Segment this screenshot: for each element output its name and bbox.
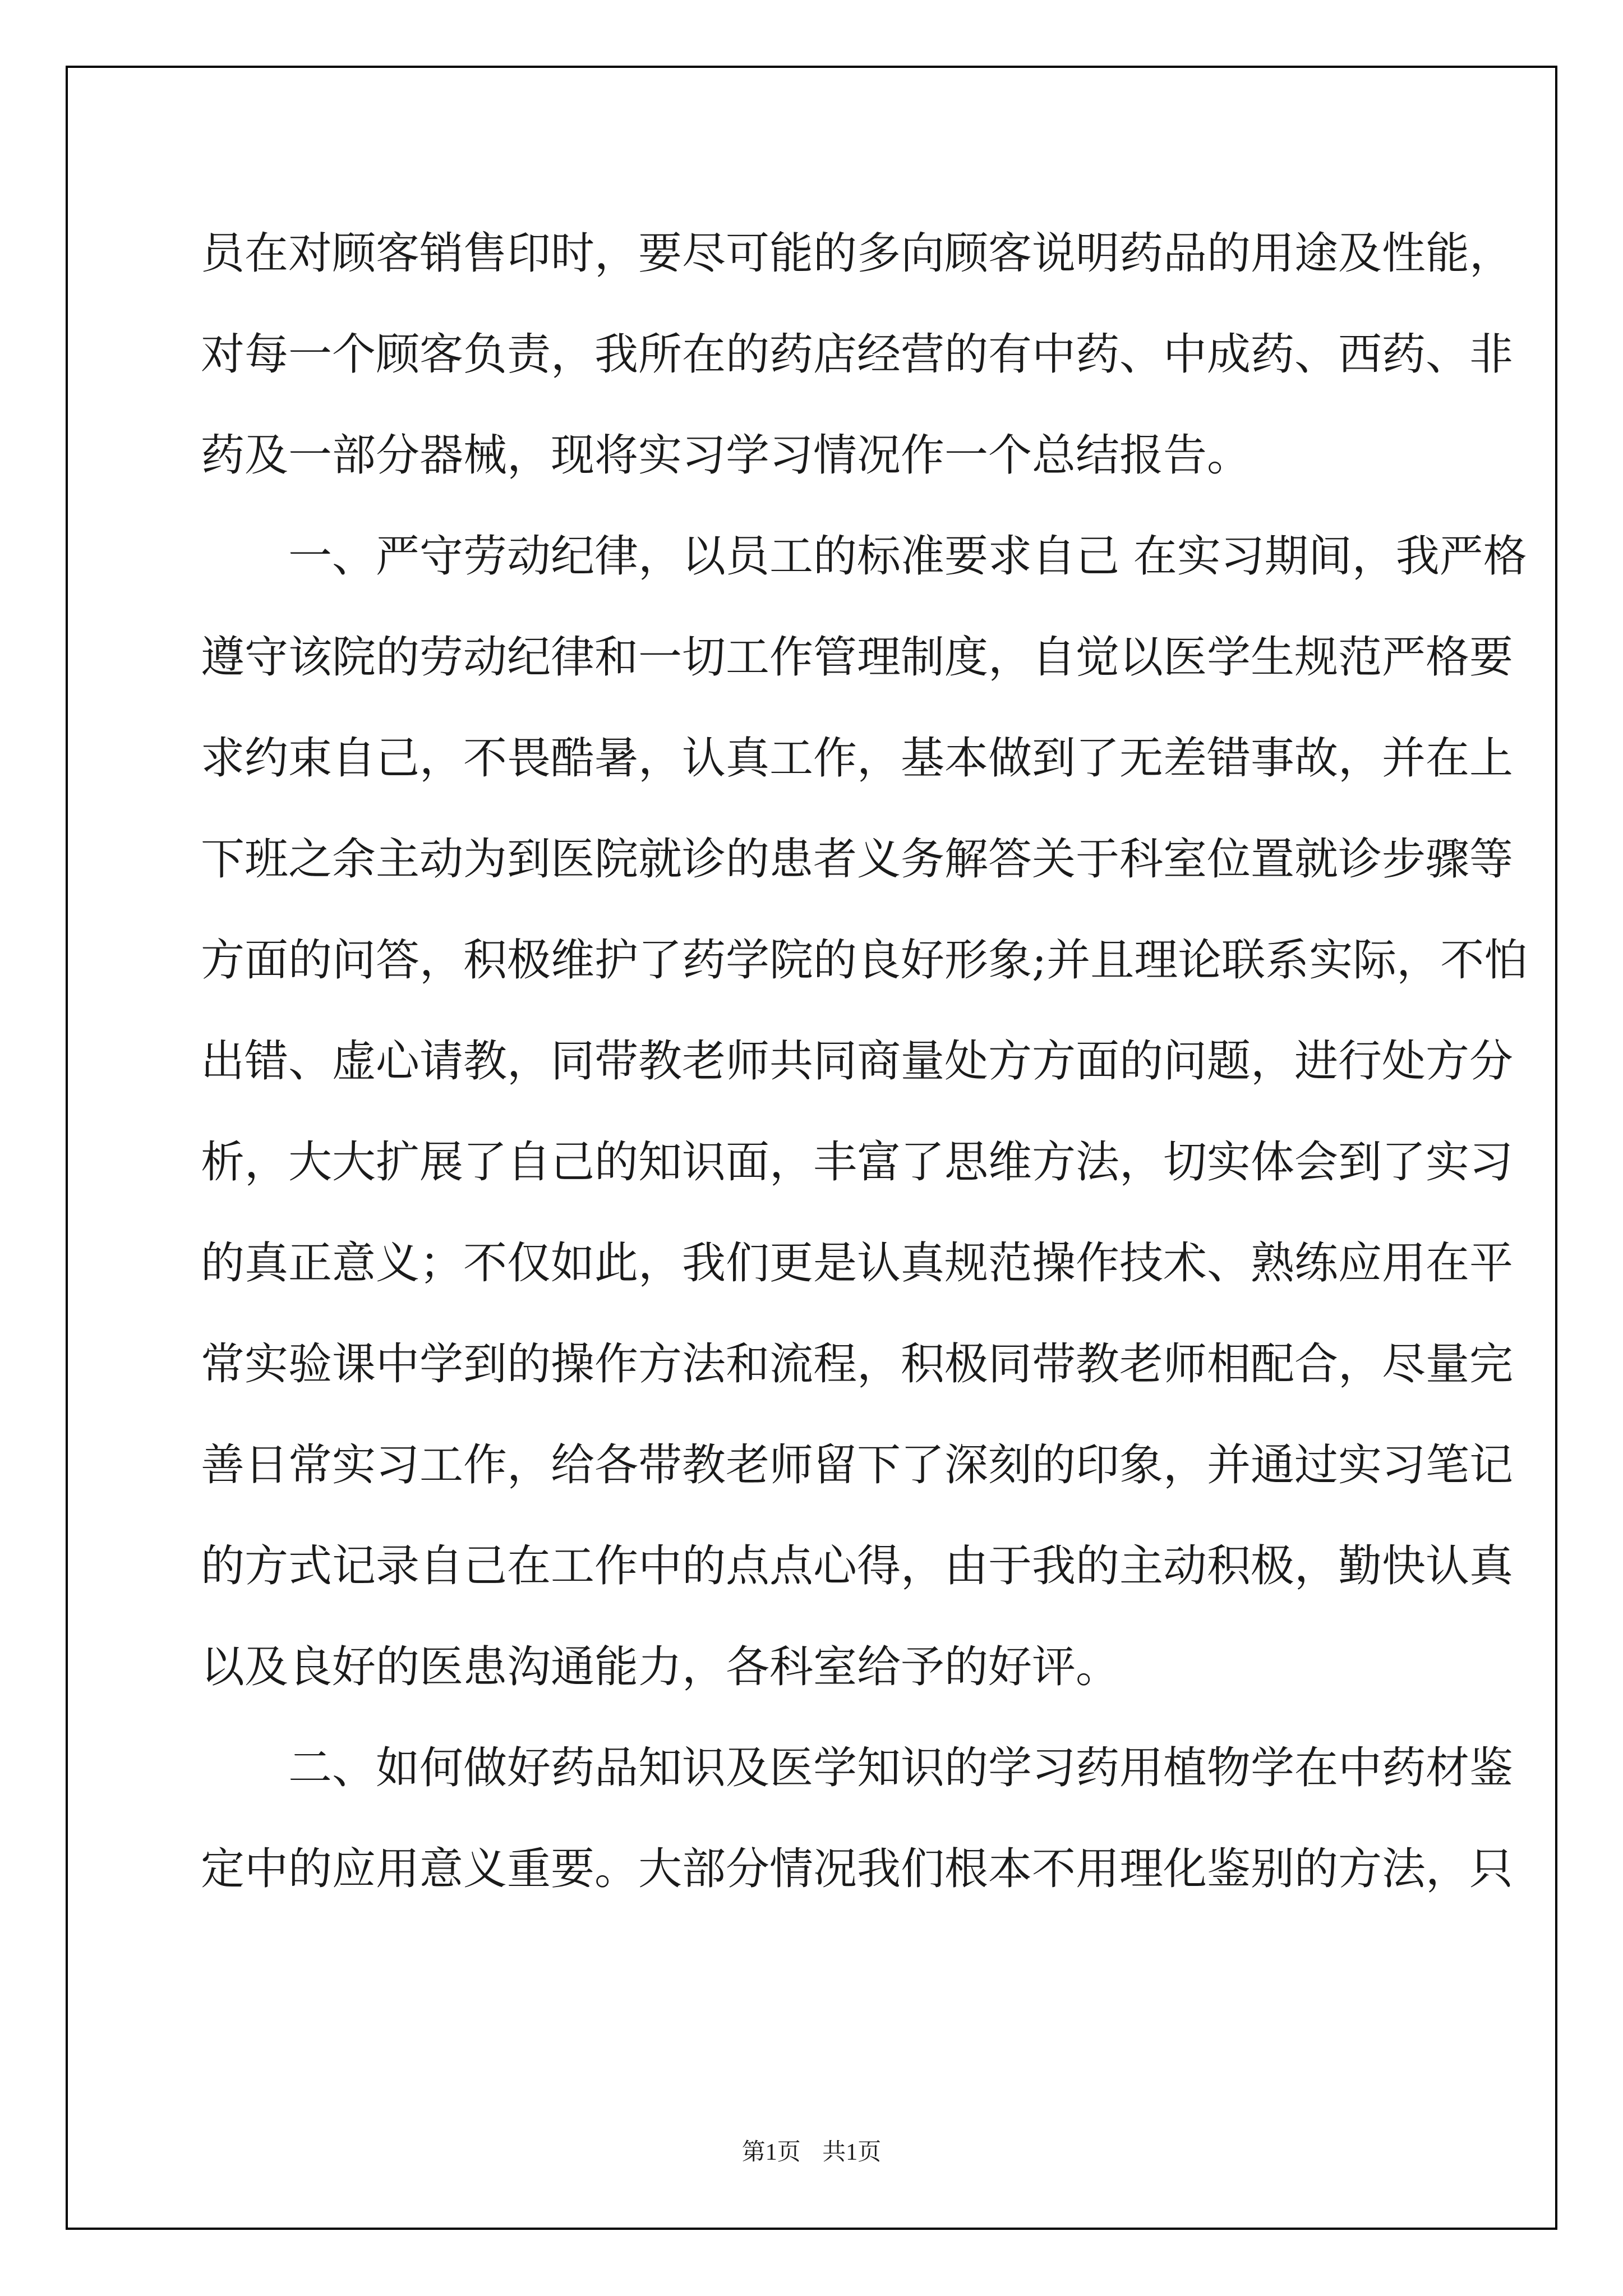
text-line: 求约束自己，不畏酷暑，认真工作，基本做到了无差错事故，并在上 — [201, 733, 1514, 784]
text-line: 遵守该院的劳动纪律和一切工作管理制度，自觉以医学生规范严格要 — [201, 632, 1514, 683]
page-number: 第1页 — [741, 2139, 801, 2165]
text-line: 对每一个顾客负责，我所在的药店经营的有中药、中成药、西药、非 — [201, 329, 1514, 380]
text-line: 的方式记录自己在工作中的点点心得，由于我的主动积极，勤快认真 — [201, 1541, 1514, 1591]
text-line: 二、如何做好药品知识及医学知识的学习药用植物学在中药材鉴 — [201, 1743, 1514, 1793]
page-footer — [0, 2133, 1623, 2167]
document-body — [201, 203, 1528, 1920]
page-total: 共1页 — [822, 2139, 882, 2165]
text-line: 常实验课中学到的操作方法和流程，积极同带教老师相配合，尽量完 — [201, 1339, 1514, 1389]
text-line: 善日常实习工作，给各带教老师留下了深刻的印象，并通过实习笔记 — [201, 1440, 1514, 1490]
text-line: 下班之余主动为到医院就诊的患者义务解答关于科室位置就诊步骤等 — [201, 834, 1514, 885]
text-line: 员在对顾客销售印时，要尽可能的多向顾客说明药品的用途及性能， — [201, 228, 1514, 279]
text-line: 析，大大扩展了自己的知识面，丰富了思维方法，切实体会到了实习 — [201, 1137, 1514, 1188]
text-line: 以及良好的医患沟通能力，各科室给予的好评。 — [201, 1642, 1120, 1692]
text-line: 方面的问答，积极维护了药学院的良好形象;并且理论联系实际，不怕 — [201, 935, 1528, 986]
text-line: 的真正意义；不仅如此，我们更是认真规范操作技术、熟练应用在平 — [201, 1238, 1514, 1289]
text-line: 一、严守劳动纪律，以员工的标准要求自己 在实习期间，我严格 — [201, 531, 1527, 582]
text-line: 出错、虚心请教，同带教老师共同商量处方方面的问题，进行处方分 — [201, 1036, 1514, 1087]
text-line: 药及一部分器械，现将实习学习情况作一个总结报告。 — [201, 430, 1251, 481]
text-line: 定中的应用意义重要。大部分情况我们根本不用理化鉴别的方法，只 — [201, 1844, 1514, 1894]
